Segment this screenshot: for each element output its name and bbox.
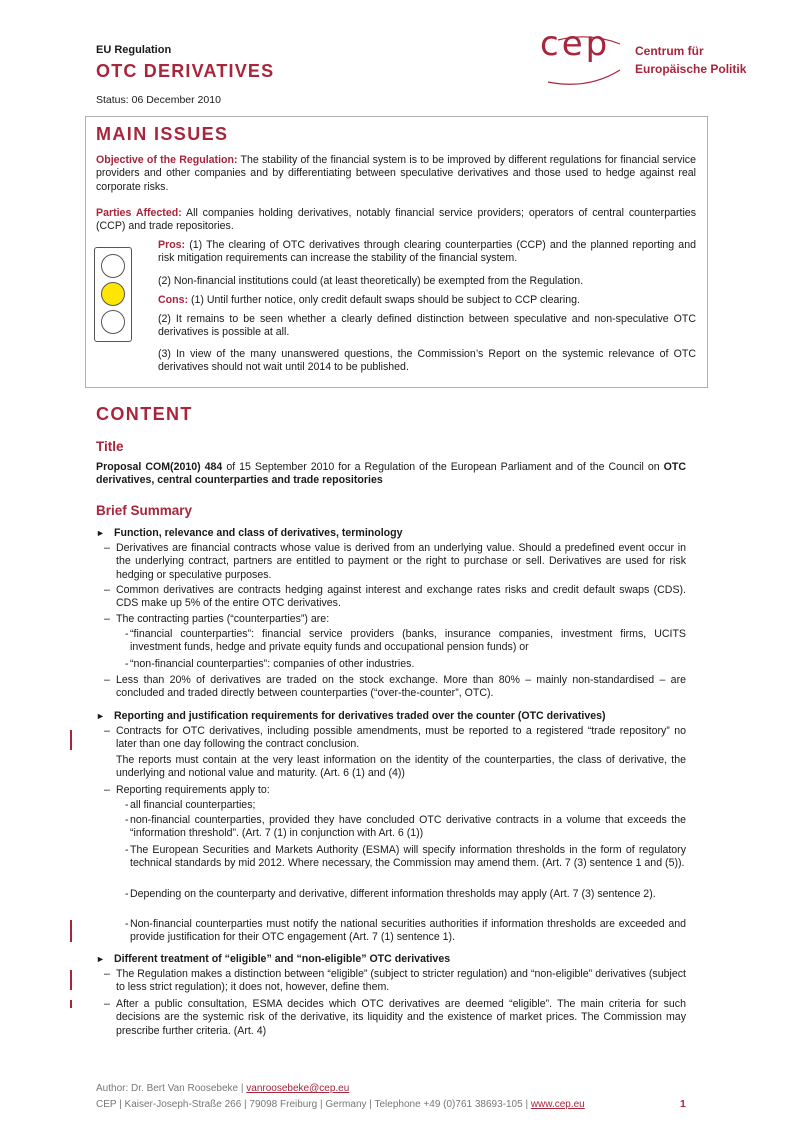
triangle-bullet-icon: ►	[96, 528, 105, 538]
sub-list-item: - non-financial counterparties, provided they have concluded OTC derivative contracts in a volume that exceeds the “information threshold”. (Art. 7 (1) in conjunction with Art. 6 (1))	[125, 814, 686, 840]
list-item: – Common derivatives are contracts hedging against interest and exchange rates risks and credit default swaps (CDS). CDS make up 5% of the entire OTC derivatives.	[104, 584, 686, 610]
sub-list-item: - all financial counterparties;	[125, 799, 256, 811]
logo-line-2: Europäische Politik	[635, 62, 747, 76]
cons-paragraph-2: (2) It remains to be seen whether a clearly defined distinction between speculative and non-speculative OTC derivatives is possible at all.	[158, 313, 696, 339]
section-heading-text: Function, relevance and class of derivatives, terminology	[114, 527, 403, 539]
logo-line-1: Centrum für	[635, 44, 704, 58]
sub-list-item: - The European Securities and Markets Authority (ESMA) will specify information thresholds in the form of regulatory technical standards by mid 2012. Where necessary, the Commission may amend them. (Art. 7 (3) sentence 1 and (5)).	[125, 844, 686, 870]
main-issues-heading: MAIN ISSUES	[96, 124, 229, 144]
brief-summary-subheading: Brief Summary	[96, 503, 193, 518]
parties-text: All companies holding derivatives, notably financial service providers; operators of central counterparties (CCP) and trade repositories.	[96, 207, 696, 233]
proposal-text: of 15 September 2010 for a Regulation of the European Parliament and of the Council on	[222, 461, 664, 473]
section-heading-text: Reporting and justification requirements for derivatives traded over the counter (OTC derivatives)	[114, 710, 606, 722]
traffic-light-yellow-lamp	[101, 282, 125, 306]
cons-label: Cons:	[158, 294, 189, 306]
status-date: Status: 06 December 2010	[96, 94, 221, 106]
list-item: – Derivatives are financial contracts whose value is derived from an underlying value. Should a predefined event occur in the underlying contract, partners are entitled to payment or the right to purchase or sell. Derivatives are used for risk hedging or speculative purposes.	[104, 542, 686, 581]
pros-label: Pros:	[158, 239, 186, 251]
footer-address: CEP | Kaiser-Joseph-Straße 266 | 79098 Freiburg | Germany | Telephone +49 (0)761 38693-105 | www.cep.eu	[96, 1099, 585, 1110]
proposal-paragraph	[96, 461, 686, 488]
author-email-link[interactable]: vanroosebeke@cep.eu	[246, 1083, 350, 1094]
section-heading-text: Different treatment of “eligible” and “non-eligible” OTC derivatives	[114, 953, 451, 965]
list-continuation: The reports must contain at the very least information on the identity of the counterparties, the class of derivative, the underlying and notional value and maturity. (Art. 6 (1) and (4))	[116, 754, 686, 780]
triangle-bullet-icon: ►	[96, 954, 105, 964]
list-item: – Contracts for OTC derivatives, including possible amendments, must be reported to a registered “trade repository” no later than one day following the contract conclusion.	[104, 725, 686, 751]
cons-text-1: (1) Until further notice, only credit default swaps should be subject to CCP clearing.	[188, 294, 580, 306]
list-item: – The Regulation makes a distinction between “eligible” (subject to stricter regulation) and “non-eligible” derivatives (subject to less strict regulation); it does not, however, define them.	[104, 968, 686, 994]
title-subheading: Title	[96, 439, 124, 454]
logo-wordmark: cep	[540, 24, 611, 64]
sub-list-item: - “financial counterparties”: financial service providers (banks, insurance companies, investment firms, UCITS investment funds, hedge and private equity funds and occupational pension funds) or	[125, 628, 686, 654]
traffic-light-green-lamp	[101, 310, 125, 334]
parties-label: Parties Affected:	[96, 207, 182, 219]
footer-author: Author: Dr. Bert Van Roosebeke | vanroosebeke@cep.eu	[96, 1083, 350, 1094]
proposal-reference: Proposal COM(2010) 484	[96, 461, 223, 473]
objective-text: The stability of the financial system is to be improved by different regulations for financial service providers and other companies and by differentiating between speculative derivatives and those used to hedge against real corporate risks.	[96, 154, 696, 193]
change-bar	[70, 970, 72, 990]
sub-list-item: - Depending on the counterparty and derivative, different information thresholds may apply (Art. 7 (3) sentence 2).	[125, 888, 656, 900]
main-issues-box	[85, 116, 708, 388]
triangle-bullet-icon: ►	[96, 711, 105, 721]
regulation-label: EU Regulation	[96, 44, 172, 56]
pros-paragraph-2: (2) Non-financial institutions could (at least theoretically) be exempted from the Regulation.	[158, 275, 584, 287]
cons-paragraph-3: (3) In view of the many unanswered questions, the Commission’s Report on the systemic relevance of OTC derivatives should not wait until 2014 to be published.	[158, 348, 696, 374]
cep-logo	[528, 24, 768, 92]
page-number: 1	[680, 1098, 686, 1110]
sub-list-item: - “non-financial counterparties”: companies of other industries.	[125, 658, 415, 670]
objective-label: Objective of the Regulation:	[96, 154, 238, 166]
list-item: – Reporting requirements apply to:	[104, 784, 270, 796]
proposal-subject: OTC derivatives, central counterparties and trade repositories	[96, 461, 686, 487]
list-item: – Less than 20% of derivatives are traded on the stock exchange. More than 80% – mainly non-standardised – are concluded and traded directly between counterparties (“over-the-counter”, OTC).	[104, 674, 686, 700]
objective-paragraph	[96, 154, 696, 194]
pros-text-1: (1) The clearing of OTC derivatives through clearing counterparties (CCP) and the planned reporting and risk mitigation requirements can increase the stability of the financial system.	[158, 239, 696, 265]
list-item: – After a public consultation, ESMA decides which OTC derivatives are deemed “eligible”. The main criteria for such decisions are the systemic risk of the derivative, its liquidity and the existence of market prices. The Commission may prescribe further criteria. (Art. 4)	[104, 998, 686, 1037]
content-heading: CONTENT	[96, 404, 193, 424]
website-link[interactable]: www.cep.eu	[530, 1099, 585, 1110]
page-title: OTC DERIVATIVES	[96, 61, 275, 81]
change-bar	[70, 920, 72, 942]
cons-paragraph-1	[158, 294, 696, 307]
change-bar	[70, 1000, 72, 1008]
sub-list-item: - Non-financial counterparties must notify the national securities authorities if information thresholds are exceeded and provide justification for their OTC engagement (Art. 7 (1) sentence 1).	[125, 918, 686, 944]
pros-paragraph-1	[158, 239, 696, 266]
parties-paragraph	[96, 207, 696, 234]
change-bar	[70, 730, 72, 750]
traffic-light-icon	[94, 247, 132, 342]
traffic-light-red-lamp	[101, 254, 125, 278]
list-item: – The contracting parties (“counterparties”) are:	[104, 613, 330, 625]
